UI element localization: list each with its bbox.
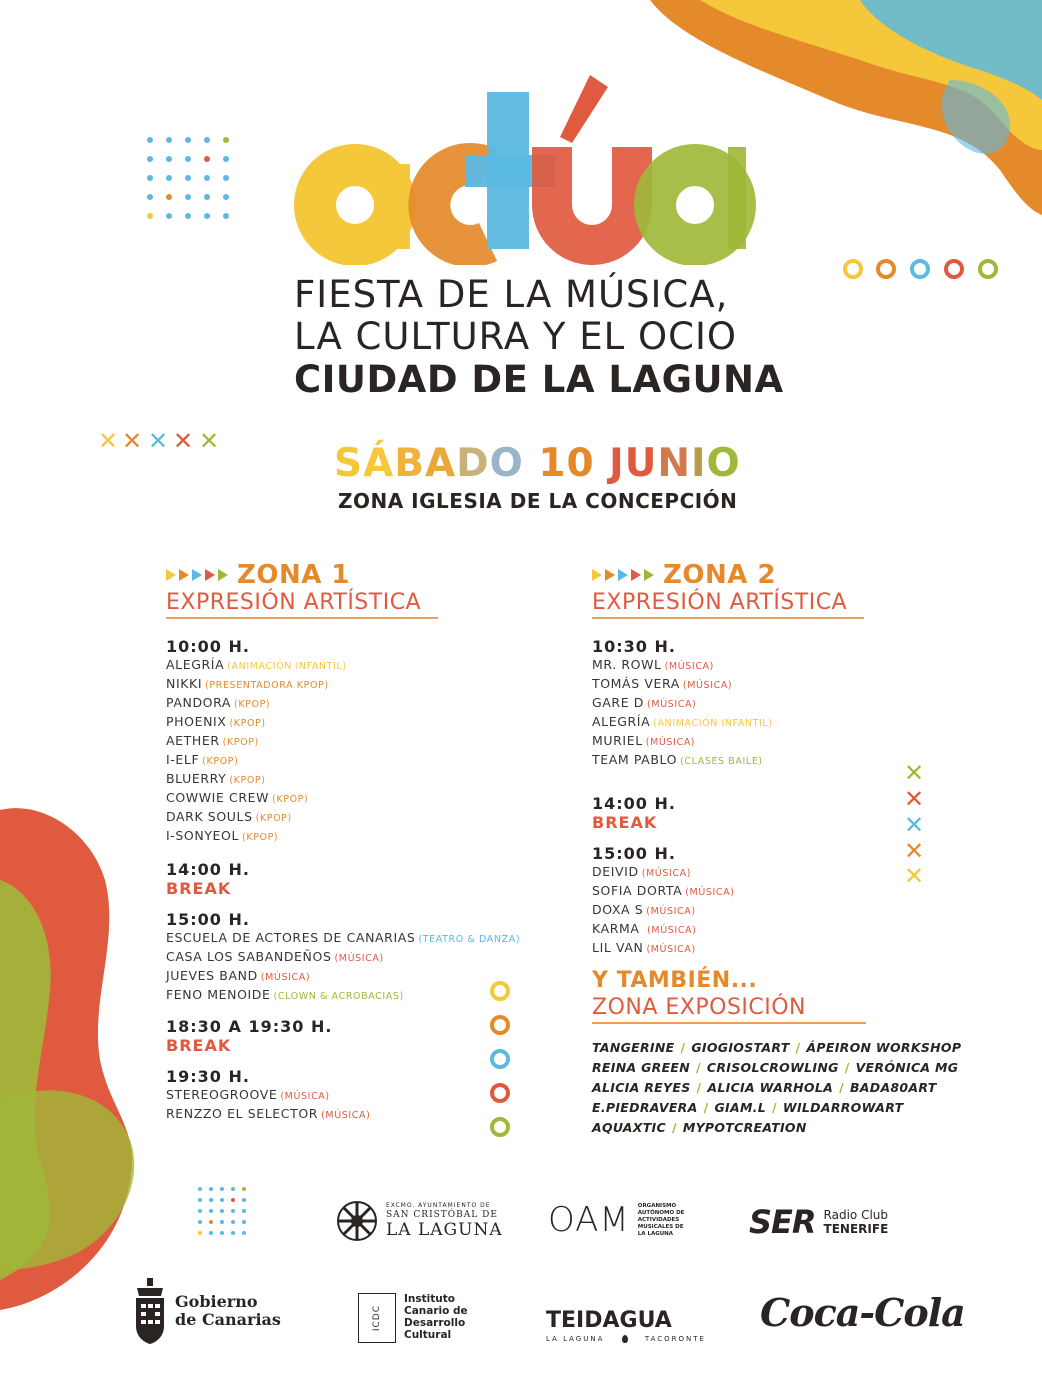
- time-slot: 14:00 H.: [166, 860, 250, 879]
- date-letter: S: [334, 441, 364, 486]
- act-name: CASA LOS SABANDEÑOS: [166, 949, 332, 964]
- separator: /: [696, 1060, 701, 1075]
- act-tag: (MÚSICA): [646, 906, 696, 917]
- act-tag: (KPOP): [202, 756, 239, 767]
- triangle-icon: [218, 569, 228, 581]
- also-title: Y TAMBIÉN...: [592, 968, 758, 993]
- exhibitor-name: E.PIEDRAVERA: [592, 1100, 698, 1115]
- act-tag: (KPOP): [242, 832, 279, 843]
- exhibitor-list: [592, 1038, 962, 1138]
- act-item: [592, 656, 892, 675]
- act-tag: (KPOP): [222, 737, 259, 748]
- exhibitor-name: ALICIA REYES: [592, 1080, 691, 1095]
- act-tag: (MÚSICA): [682, 680, 733, 691]
- ayto-line3: LA LAGUNA: [386, 1220, 503, 1240]
- exhibitor-name: BADA80ART: [849, 1080, 937, 1095]
- oam-mark: OAM: [548, 1200, 630, 1240]
- act-name: GARE D: [592, 695, 645, 710]
- exhibitor-name: GIAM.L: [714, 1100, 766, 1115]
- act-item: [592, 939, 892, 958]
- time-slot: 10:00 H.: [166, 637, 250, 656]
- act-tag: (ANIMACIÓN INFANTIL): [653, 718, 773, 729]
- teidagua-right: TACORONTE: [644, 1335, 706, 1343]
- act-tag: (MÚSICA): [664, 661, 714, 672]
- logo-text-line: ACTIVIDADES: [637, 1216, 680, 1223]
- ayto-line1: EXCMO. AYUNTAMIENTO DE: [386, 1202, 491, 1209]
- act-name: LIL VAN: [592, 940, 644, 955]
- time-slot: 14:00 H.: [592, 794, 676, 813]
- dot-grid-bottom: [198, 1187, 248, 1237]
- act-item: [166, 827, 546, 846]
- act-item: [592, 675, 892, 694]
- act-name: DARK SOULS: [166, 809, 253, 824]
- act-tag: (ANIMACIÓN INFANTIL): [227, 661, 347, 672]
- gob-line2: de Canarias: [175, 1310, 281, 1329]
- act-item: [592, 713, 892, 732]
- act-name: NIKKI: [166, 676, 203, 691]
- act-name: MURIEL: [592, 733, 643, 748]
- exhibitor-row: [592, 1098, 952, 1118]
- act-name: ALEGRÍA: [166, 657, 225, 672]
- act-tag: (CLOWN & ACROBACIAS): [273, 991, 404, 1002]
- separator: /: [680, 1040, 686, 1055]
- triangle-icon: [605, 569, 615, 581]
- break-label: BREAK: [592, 813, 658, 832]
- icdc-mark-text: ICDC: [372, 1304, 382, 1332]
- exhibitor-name: AQUAXTIC: [592, 1120, 666, 1135]
- also-section: [592, 968, 962, 1138]
- logo-text-line: Cultural: [404, 1329, 452, 1341]
- sponsor-teidagua: [546, 1308, 706, 1343]
- separator: /: [671, 1120, 677, 1135]
- dot-grid-top: [147, 137, 237, 227]
- act-name: JUEVES BAND: [166, 968, 258, 983]
- zone2-subtitle: EXPRESIÓN ARTÍSTICA: [592, 590, 864, 619]
- triangle-icon: [205, 569, 215, 581]
- date-letter: D: [456, 441, 490, 486]
- act-item: [166, 713, 546, 732]
- act-item: [592, 751, 892, 770]
- act-item: [166, 656, 546, 675]
- act-list: [166, 929, 546, 1005]
- act-tag: (MÚSICA): [646, 944, 696, 955]
- headline-line1: FIESTA DE LA MÚSICA,: [294, 273, 729, 316]
- act-name: STEREOGROOVE: [166, 1087, 278, 1102]
- act-item: [166, 675, 546, 694]
- sponsor-oam: [548, 1200, 684, 1240]
- date-letter: J: [609, 441, 625, 486]
- zone1-title: ZONA 1: [237, 560, 350, 590]
- also-subtitle: ZONA EXPOSICIÓN: [592, 995, 866, 1024]
- date-letter: A: [425, 441, 457, 486]
- act-item: [166, 986, 546, 1005]
- triangle-icon: [192, 569, 202, 581]
- logo-text-line: LA LAGUNA: [637, 1230, 674, 1237]
- act-list: [592, 863, 892, 958]
- act-tag: (MÚSICA): [321, 1110, 371, 1121]
- ser-mark: SER: [749, 1203, 816, 1241]
- act-tag: (KPOP): [272, 794, 309, 805]
- act-item: [592, 920, 892, 939]
- triangle-icon: [592, 569, 602, 581]
- time-slot: 18:30 A 19:30 H.: [166, 1017, 333, 1036]
- triangle-icon: [179, 569, 189, 581]
- gob-line1: Gobierno: [175, 1292, 258, 1311]
- act-name: RENZZO EL SELECTOR: [166, 1106, 319, 1121]
- date-letter: [595, 441, 610, 486]
- exhibitor-name: GIOGIOSTART: [691, 1040, 790, 1055]
- act-name: MR. ROWL: [592, 657, 662, 672]
- act-item: [166, 789, 546, 808]
- act-item: [166, 770, 546, 789]
- actua-logo: [290, 65, 760, 265]
- act-tag: (CLASES BAILE): [680, 756, 763, 767]
- logo-text-line: Desarrollo: [404, 1317, 466, 1329]
- act-tag: (PRESENTADORA KPOP): [205, 680, 329, 691]
- icdc-mark: [358, 1293, 396, 1343]
- exhibitor-name: WILDARROWART: [782, 1100, 904, 1115]
- separator: /: [839, 1080, 844, 1095]
- act-name: I-SONYEOL: [166, 828, 240, 843]
- act-name: AETHER: [166, 733, 220, 748]
- act-name: DEIVID: [592, 864, 639, 879]
- ser-line2: TENERIFE: [823, 1222, 889, 1236]
- headline-line2: LA CULTURA Y EL OCIO: [294, 315, 738, 358]
- logo-text-line: Canario de: [404, 1305, 468, 1317]
- act-tag: (MÚSICA): [641, 868, 692, 879]
- act-item: [592, 882, 892, 901]
- date-letter: [524, 441, 539, 486]
- exhibitor-row: [592, 1118, 952, 1138]
- ser-line1: Radio Club: [823, 1208, 889, 1222]
- act-name: DOXA S: [592, 902, 644, 917]
- zone2-header: [592, 560, 864, 619]
- act-item: [592, 694, 892, 713]
- water-drop-icon: [622, 1335, 628, 1343]
- exhibitor-row: [592, 1078, 952, 1098]
- logo-text-line: MUSICALES DE: [637, 1223, 684, 1230]
- act-tag: (KPOP): [234, 699, 271, 710]
- act-item: [166, 694, 546, 713]
- sponsor-gobierno: [133, 1278, 281, 1344]
- date-letter: O: [489, 441, 524, 486]
- act-item: [166, 732, 546, 751]
- act-item: [166, 1105, 546, 1124]
- time-slot: 19:30 H.: [166, 1067, 250, 1086]
- act-name: ESCUELA DE ACTORES DE CANARIAS: [166, 930, 416, 945]
- act-tag: (MÚSICA): [334, 953, 384, 964]
- exhibitor-row: [592, 1038, 962, 1058]
- exhibitor-row: [592, 1058, 959, 1078]
- act-list: [166, 1086, 546, 1124]
- ayto-line2: SAN CRISTÓBAL DE: [386, 1210, 498, 1220]
- act-item: [166, 808, 546, 827]
- exhibitor-name: ALICIA WARHOLA: [707, 1080, 834, 1095]
- exhibitor-name: MYPOTCREATION: [682, 1120, 807, 1135]
- coat-of-arms-icon: [133, 1278, 167, 1344]
- act-name: I-ELF: [166, 752, 200, 767]
- act-item: [166, 751, 546, 770]
- exhibitor-name: ÁPEIRON WORKSHOP: [806, 1040, 962, 1055]
- act-name: PHOENIX: [166, 714, 227, 729]
- act-name: BLUERRY: [166, 771, 227, 786]
- date-letter: U: [624, 441, 658, 486]
- zone1-header: [166, 560, 438, 619]
- exhibitor-name: CRISOLCROWLING: [706, 1060, 839, 1075]
- date-letter: O: [706, 441, 741, 486]
- act-tag: (MÚSICA): [645, 737, 696, 748]
- act-item: [166, 967, 546, 986]
- act-list: [592, 656, 892, 770]
- logo-text-line: ORGANISMO: [637, 1202, 677, 1209]
- act-tag: (KPOP): [255, 813, 292, 824]
- sponsor-cocacola: Coca-Cola: [760, 1290, 965, 1335]
- act-tag: (KPOP): [229, 718, 266, 729]
- exhibitor-name: REINA GREEN: [592, 1060, 691, 1075]
- date-letter: B: [394, 441, 426, 486]
- date-letter: Á: [363, 441, 395, 486]
- act-item: [166, 1086, 546, 1105]
- act-name: SOFIA DORTA: [592, 883, 683, 898]
- act-item: [166, 929, 546, 948]
- event-location: ZONA IGLESIA DE LA CONCEPCIÓN: [338, 489, 738, 513]
- act-name: COWWIE CREW: [166, 790, 270, 805]
- city-seal-icon: [336, 1200, 378, 1242]
- triangle-icon: [644, 569, 654, 581]
- separator: /: [795, 1040, 801, 1055]
- sponsor-ser: [749, 1203, 888, 1241]
- date-letter: I: [691, 441, 707, 486]
- separator: /: [703, 1100, 709, 1115]
- teidagua-mark: TEIDAGUA: [546, 1308, 672, 1333]
- date-letter: 0: [566, 441, 595, 486]
- triangle-icon: [166, 569, 176, 581]
- separator: /: [844, 1060, 850, 1075]
- act-tag: (MÚSICA): [685, 887, 735, 898]
- date-letter: N: [657, 441, 691, 486]
- oam-text: [638, 1203, 685, 1238]
- act-name: FENO MENOIDE: [166, 987, 271, 1002]
- exhibitor-name: VERÓNICA MG: [855, 1060, 959, 1075]
- zone2-schedule: [592, 627, 892, 958]
- logo-text-line: Instituto: [404, 1293, 455, 1305]
- time-slot: 15:00 H.: [166, 910, 250, 929]
- act-tag: (TEATRO & DANZA): [418, 934, 521, 945]
- act-tag: (MÚSICA): [260, 972, 311, 983]
- sponsor-icdc: [358, 1293, 468, 1343]
- separator: /: [696, 1080, 702, 1095]
- zone1-subtitle: EXPRESIÓN ARTÍSTICA: [166, 590, 438, 619]
- triangle-icon: [631, 569, 641, 581]
- act-item: [592, 863, 892, 882]
- act-tag: (MÚSICA): [647, 925, 697, 936]
- act-item: [592, 732, 892, 751]
- act-tag: (MÚSICA): [280, 1091, 330, 1102]
- break-label: BREAK: [166, 879, 232, 898]
- separator: /: [772, 1100, 777, 1115]
- logo-text-line: AUTÓNOMO DE: [637, 1209, 685, 1216]
- act-name: PANDORA: [166, 695, 232, 710]
- act-name: TOMÁS VERA: [592, 676, 680, 691]
- icdc-text: [404, 1293, 468, 1341]
- event-date: [334, 441, 741, 486]
- headline-line3: CIUDAD DE LA LAGUNA: [294, 358, 784, 401]
- act-name: TEAM PABLO: [592, 752, 678, 767]
- teidagua-left: LA LAGUNA: [546, 1335, 605, 1343]
- act-item: [166, 948, 546, 967]
- break-label: BREAK: [166, 1036, 232, 1055]
- sponsor-ayuntamiento: [336, 1200, 503, 1242]
- date-letter: 1: [538, 441, 567, 486]
- time-slot: 10:30 H.: [592, 637, 676, 656]
- time-slot: 15:00 H.: [592, 844, 676, 863]
- triangle-icon: [618, 569, 628, 581]
- act-tag: (MÚSICA): [647, 699, 697, 710]
- act-item: [592, 901, 892, 920]
- act-tag: (KPOP): [229, 775, 266, 786]
- headline: [294, 274, 794, 402]
- act-name: KARMA: [592, 921, 645, 936]
- zone2-title: ZONA 2: [663, 560, 776, 590]
- exhibitor-name: TANGERINE: [592, 1040, 675, 1055]
- zone1-schedule: [166, 627, 546, 1124]
- act-name: ALEGRÍA: [592, 714, 651, 729]
- act-list: [166, 656, 546, 846]
